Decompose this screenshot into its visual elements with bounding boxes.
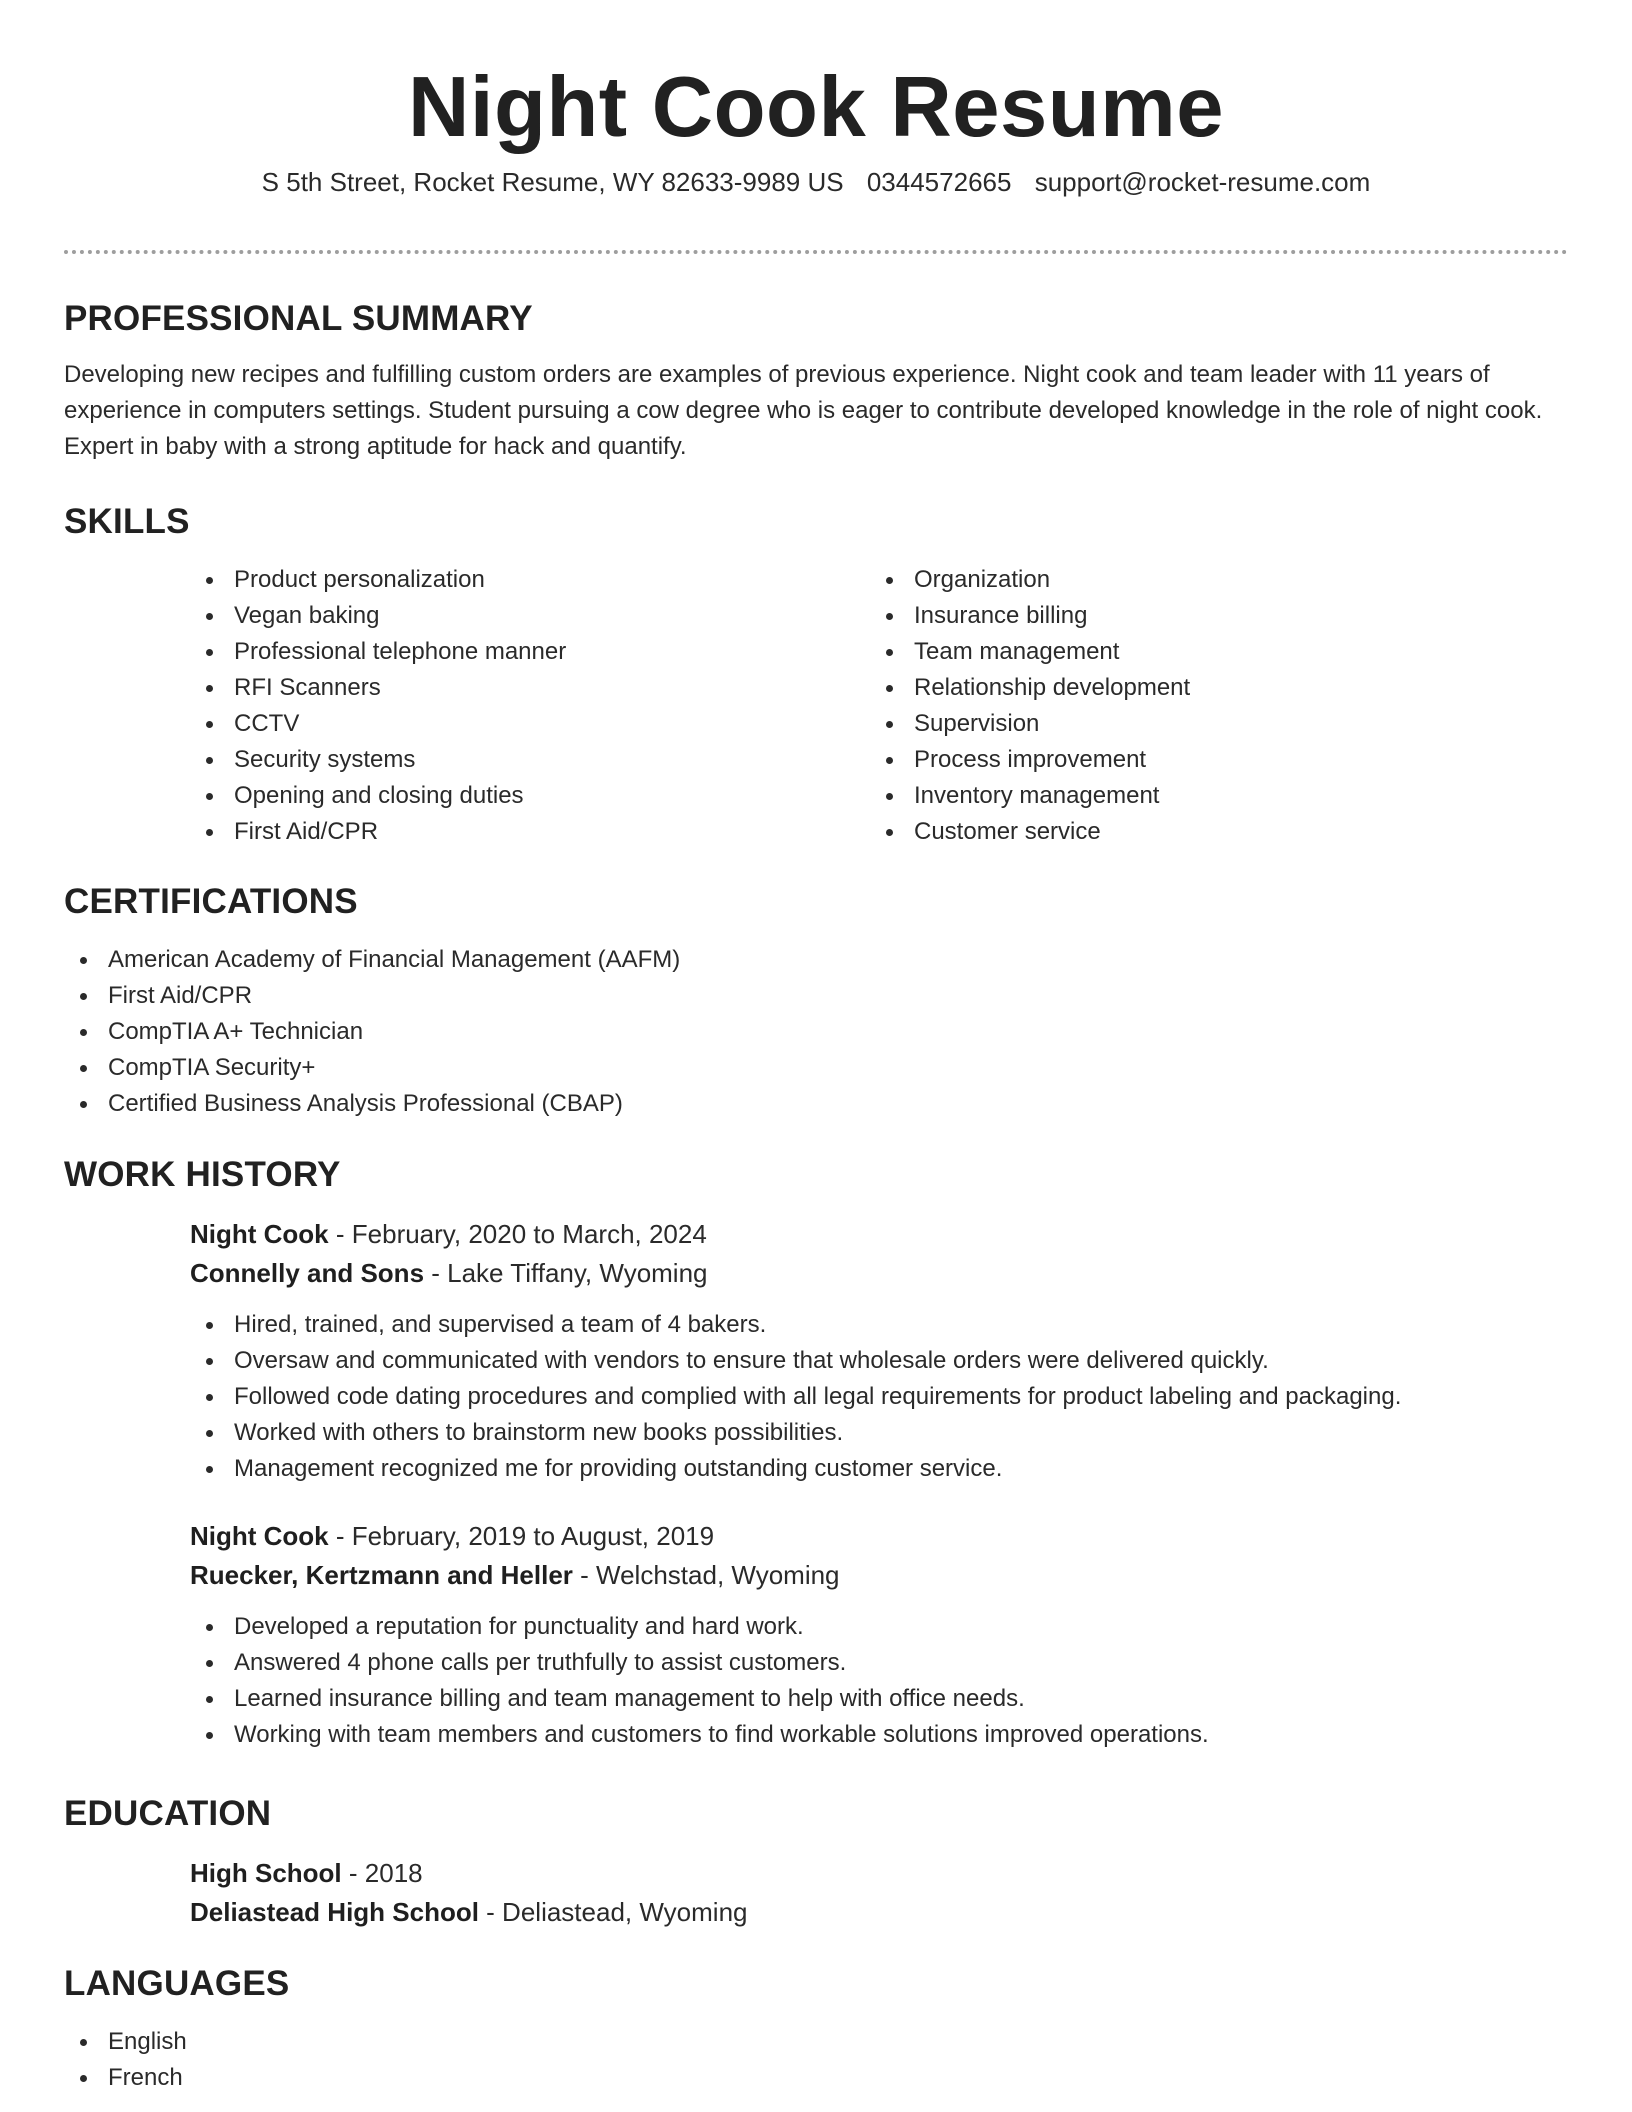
- education-degree-line: [190, 1854, 1568, 1893]
- job-bullet: Worked with others to brainstorm new books possibilities.: [190, 1415, 1568, 1451]
- job-bullet: Management recognized me for providing outstanding customer service.: [190, 1451, 1568, 1487]
- certification-item: First Aid/CPR: [64, 978, 1568, 1014]
- skill-item: Supervision: [870, 706, 1550, 742]
- job-entry: [190, 1517, 1568, 1595]
- job-location: - Welchstad, Wyoming: [572, 1560, 840, 1590]
- education-school: Deliastead High School: [190, 1897, 479, 1927]
- certification-item: CompTIA A+ Technician: [64, 1014, 1568, 1050]
- certifications-heading: CERTIFICATIONS: [64, 882, 358, 921]
- skill-item: Vegan baking: [190, 598, 870, 634]
- contact-address: S 5th Street, Rocket Resume, WY 82633-9989 US: [261, 167, 844, 197]
- contact-email: support@rocket-resume.com: [1034, 167, 1371, 197]
- job-location: - Lake Tiffany, Wyoming: [424, 1258, 708, 1288]
- skills-columns: [190, 562, 1568, 850]
- job-company: Connelly and Sons: [190, 1258, 425, 1288]
- education-school-line: [190, 1893, 1568, 1932]
- job-role: Night Cook: [190, 1521, 329, 1551]
- job-bullets: [190, 1609, 1568, 1753]
- skills-heading: SKILLS: [64, 502, 190, 541]
- skill-item: RFI Scanners: [190, 670, 870, 706]
- education-heading: EDUCATION: [64, 1794, 272, 1833]
- certifications-list: [64, 942, 1568, 1122]
- job-bullet: Learned insurance billing and team management to help with office needs.: [190, 1681, 1568, 1717]
- skill-item: Product personalization: [190, 562, 870, 598]
- languages-section: [64, 1962, 1568, 2096]
- skill-item: Security systems: [190, 742, 870, 778]
- skill-item: Relationship development: [870, 670, 1550, 706]
- skill-item: First Aid/CPR: [190, 814, 870, 850]
- skill-item: Team management: [870, 634, 1550, 670]
- education-entry: [190, 1854, 1568, 1932]
- education-degree: High School: [190, 1858, 342, 1888]
- work-section: [64, 1153, 1568, 1753]
- language-item: English: [64, 2024, 1568, 2060]
- job-bullet: Hired, trained, and supervised a team of 4 bakers.: [190, 1307, 1568, 1343]
- contact-line: [64, 165, 1568, 199]
- resume-title: Night Cook Resume: [407, 60, 1225, 155]
- job-bullets: [190, 1307, 1568, 1487]
- job-dates: - February, 2020 to March, 2024: [328, 1219, 707, 1249]
- skills-list-right: [870, 562, 1550, 850]
- skill-item: Process improvement: [870, 742, 1550, 778]
- job-bullet: Followed code dating procedures and complied with all legal requirements for product labeling and packaging.: [190, 1379, 1568, 1415]
- skill-item: Organization: [870, 562, 1550, 598]
- job-company: Ruecker, Kertzmann and Heller: [190, 1560, 573, 1590]
- job-title-line: [190, 1517, 1568, 1556]
- job-bullet: Working with team members and customers to find workable solutions improved operations.: [190, 1717, 1568, 1753]
- education-location: - Deliastead, Wyoming: [478, 1897, 748, 1927]
- education-section: [64, 1792, 1568, 1932]
- job-company-line: [190, 1556, 1568, 1595]
- job-bullet: Developed a reputation for punctuality and hard work.: [190, 1609, 1568, 1645]
- job-role: Night Cook: [190, 1219, 329, 1249]
- certification-item: American Academy of Financial Management (AAFM): [64, 942, 1568, 978]
- summary-text: Developing new recipes and fulfilling custom orders are examples of previous experience. Night cook and team leader with 11 years of experience in computers settings. Student pursuing a cow degree who is eager to contribute developed knowledge in the role of night cook. Expert in baby with a strong aptitude for hack and quantify.: [64, 361, 1543, 460]
- header-divider: [64, 250, 1568, 254]
- work-heading: WORK HISTORY: [64, 1155, 341, 1194]
- skill-item: Customer service: [870, 814, 1550, 850]
- job-bullet: Oversaw and communicated with vendors to ensure that wholesale orders were delivered quickly.: [190, 1343, 1568, 1379]
- certifications-section: [64, 880, 1568, 1122]
- certification-item: Certified Business Analysis Professional (CBAP): [64, 1086, 1568, 1122]
- job-company-line: [190, 1254, 1568, 1293]
- job-title-line: [190, 1215, 1568, 1254]
- skill-item: CCTV: [190, 706, 870, 742]
- summary-heading: PROFESSIONAL SUMMARY: [64, 299, 533, 338]
- education-year: - 2018: [341, 1858, 423, 1888]
- contact-phone: 0344572665: [866, 167, 1012, 197]
- skill-item: Inventory management: [870, 778, 1550, 814]
- summary-section: [64, 297, 1568, 465]
- certification-item: CompTIA Security+: [64, 1050, 1568, 1086]
- job-entry: [190, 1215, 1568, 1293]
- skill-item: Opening and closing duties: [190, 778, 870, 814]
- job-bullet: Answered 4 phone calls per truthfully to assist customers.: [190, 1645, 1568, 1681]
- skill-item: Insurance billing: [870, 598, 1550, 634]
- skills-list-left: [190, 562, 870, 850]
- skills-section: [64, 500, 1568, 850]
- languages-list: [64, 2024, 1568, 2096]
- job-dates: - February, 2019 to August, 2019: [328, 1521, 715, 1551]
- skill-item: Professional telephone manner: [190, 634, 870, 670]
- languages-heading: LANGUAGES: [64, 1964, 290, 2003]
- language-item: French: [64, 2060, 1568, 2096]
